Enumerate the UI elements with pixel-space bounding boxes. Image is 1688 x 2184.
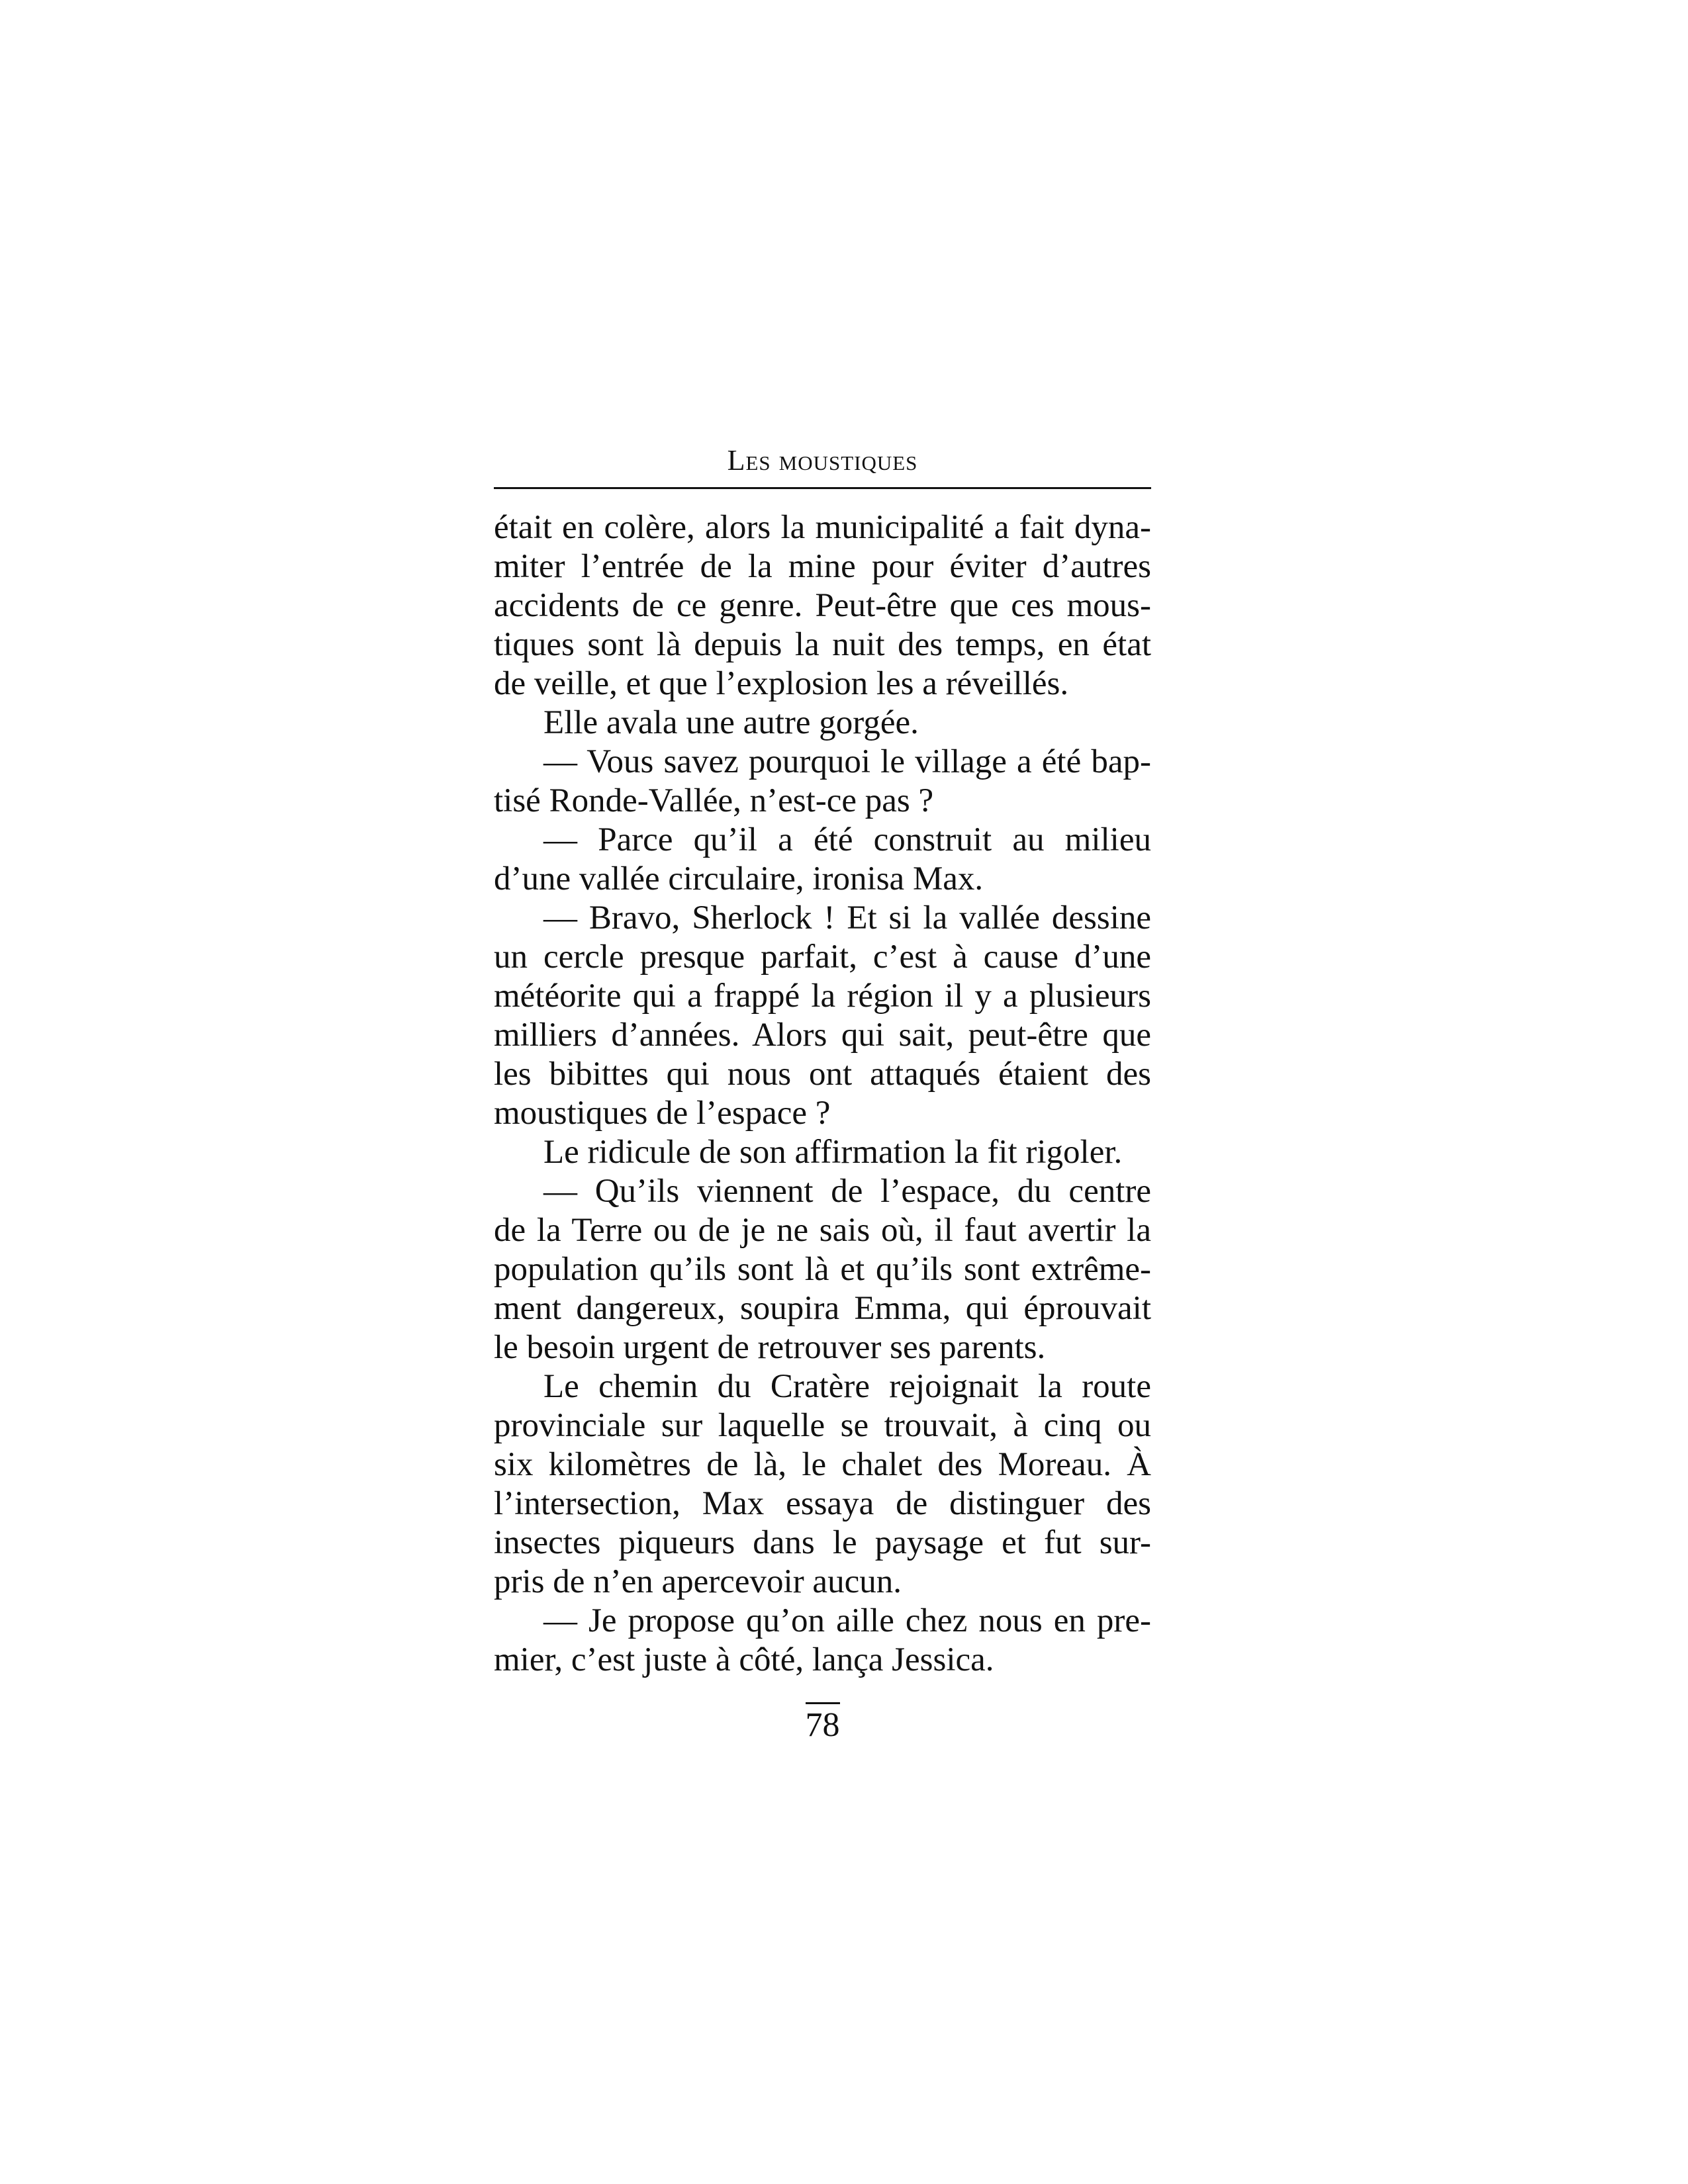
text-line: moustiques de l’espace ? xyxy=(494,1095,831,1132)
text-line: Le chemin du Cratère rejoignait la route xyxy=(543,1368,1151,1405)
text-line: météorite qui a frappé la région il y a plusieurs xyxy=(494,978,1151,1015)
text-line: mier, c’est juste à côté, lança Jessica. xyxy=(494,1641,994,1678)
text-line: — Vous savez pourquoi le village a été bap- xyxy=(543,743,1151,780)
text-line: pris de n’en apercevoir aucun. xyxy=(494,1563,902,1600)
text-line: les bibittes qui nous ont attaqués étaient des xyxy=(494,1056,1151,1093)
text-line: de veille, et que l’explosion les a réveillés. xyxy=(494,665,1069,702)
text-line: — Qu’ils viennent de l’espace, du centre xyxy=(543,1173,1151,1210)
text-line: population qu’ils sont là et qu’ils sont extrême- xyxy=(494,1251,1151,1288)
page-header xyxy=(494,442,1151,489)
text-line: — Bravo, Sherlock ! Et si la vallée dessine xyxy=(543,899,1151,936)
page-number-container xyxy=(494,1702,1151,1745)
text-line: un cercle presque parfait, c’est à cause d’une xyxy=(494,938,1151,976)
text-line: provinciale sur laquelle se trouvait, à cinq ou xyxy=(494,1407,1151,1444)
text-line: insectes piqueurs dans le paysage et fut sur- xyxy=(494,1524,1151,1561)
text-line: tiques sont là depuis la nuit des temps, en état xyxy=(494,626,1151,663)
text-line: ment dangereux, soupira Emma, qui éprouvait xyxy=(494,1290,1151,1327)
text-line: — Je propose qu’on aille chez nous en pre- xyxy=(543,1602,1151,1639)
text-line: Le ridicule de son affirmation la fit rigoler. xyxy=(543,1134,1123,1171)
text-line: tisé Ronde-Vallée, n’est-ce pas ? xyxy=(494,782,934,819)
text-line: de la Terre ou de je ne sais où, il faut avertir la xyxy=(494,1212,1151,1249)
text-line: l’intersection, Max essaya de distinguer des xyxy=(494,1485,1151,1522)
text-line: miter l’entrée de la mine pour éviter d’autres xyxy=(494,548,1151,585)
text-line: — Parce qu’il a été construit au milieu xyxy=(543,821,1151,858)
text-line: le besoin urgent de retrouver ses parents. xyxy=(494,1329,1046,1366)
text-line: d’une vallée circulaire, ironisa Max. xyxy=(494,860,984,897)
text-line: Elle avala une autre gorgée. xyxy=(543,704,919,741)
text-line: six kilomètres de là, le chalet des Moreau. À xyxy=(494,1446,1151,1483)
body-text xyxy=(494,508,1151,1680)
text-line: accidents de ce genre. Peut-être que ces mous- xyxy=(494,587,1151,624)
text-line: milliers d’années. Alors qui sait, peut-être que xyxy=(494,1017,1151,1054)
page-number: 78 xyxy=(806,1702,840,1745)
text-line: était en colère, alors la municipalité a fait dyna- xyxy=(494,509,1151,546)
running-head: Les moustiques xyxy=(727,444,918,477)
